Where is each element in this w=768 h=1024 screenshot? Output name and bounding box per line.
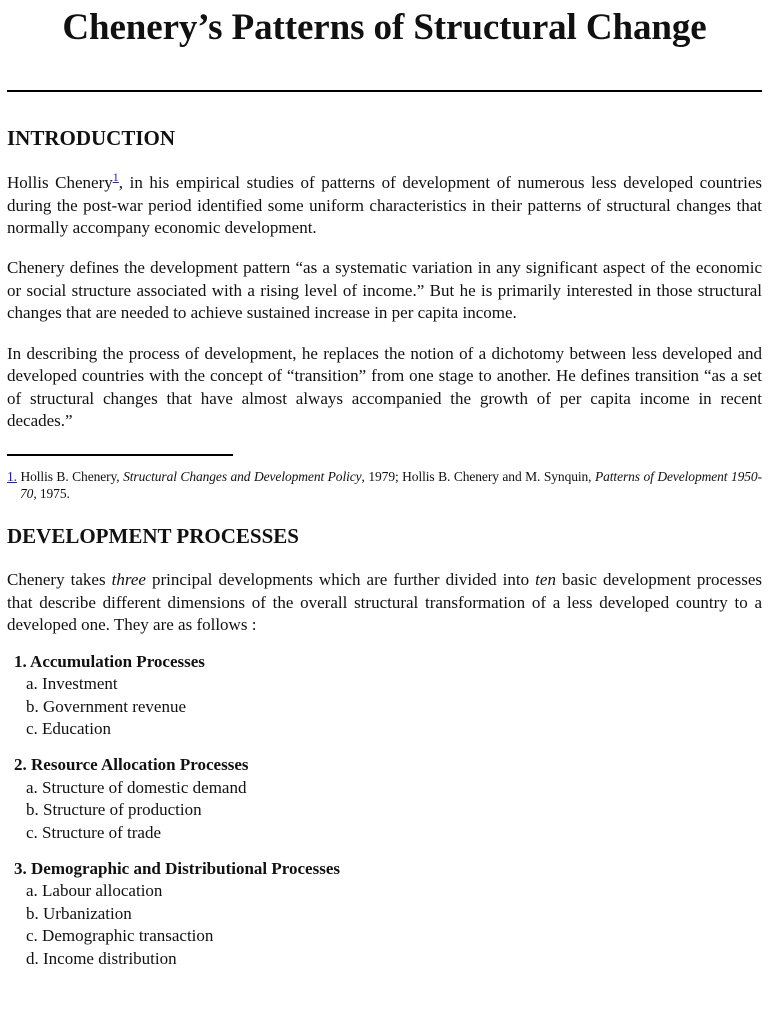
footnote-divider <box>7 454 233 456</box>
process-group-title: 3. Demographic and Distributional Processes <box>14 858 340 878</box>
dev-text-c: basic development processes that describe different dimensions of the overall structural transformation of a less developed country to a developed one. They are as follows : <box>7 569 762 635</box>
process-list <box>7 651 762 971</box>
intro-p1-text-start: Hollis Chenery <box>7 173 113 192</box>
footnote <box>7 468 762 502</box>
footnote-title-2: Patterns of Development 1950-70 <box>20 468 762 501</box>
footnote-text-b: , 1979; Hollis B. Chenery and M. Synquin, <box>361 468 595 484</box>
footnote-back-link[interactable]: 1. <box>7 468 17 484</box>
process-item: a. Structure of domestic demand <box>26 777 247 797</box>
process-group-resource-allocation <box>14 754 762 844</box>
process-group-accumulation <box>14 651 762 741</box>
footnote-text-c: , 1975. <box>33 485 70 501</box>
process-item: d. Income distribution <box>26 948 177 968</box>
process-item: b. Structure of production <box>26 800 202 820</box>
development-paragraph <box>7 569 762 637</box>
process-group-demographic-distributional <box>14 858 762 971</box>
process-item: b. Government revenue <box>26 696 187 716</box>
development-processes-heading: DEVELOPMENT PROCESSES <box>7 523 299 548</box>
title-divider <box>7 90 762 92</box>
intro-paragraph-1 <box>7 172 762 240</box>
process-item: c. Demographic transaction <box>26 926 214 946</box>
process-group-title: 1. Accumulation Processes <box>14 651 205 671</box>
dev-text-a: Chenery takes <box>7 569 112 589</box>
process-item: c. Structure of trade <box>26 822 161 842</box>
dev-emphasis-three: three <box>111 569 146 589</box>
intro-paragraph-3: In describing the process of development, he replaces the notion of a dichotomy between less developed and developed countries with the concept of “transition” from one stage to another. He defines transition “as a set of structural changes that have almost always accompanied the growth of per capita income in recent decades.” <box>7 343 762 431</box>
footnote-ref-link[interactable]: 1 <box>112 170 119 184</box>
process-item: c. Education <box>26 719 111 739</box>
process-item: a. Investment <box>26 674 118 694</box>
dev-text-b: principal developments which are further divided into <box>145 569 536 589</box>
page-title: Chenery’s Patterns of Structural Change <box>62 7 707 48</box>
footnote-title-1: Structural Changes and Development Policy <box>123 468 362 484</box>
intro-paragraph-2: Chenery defines the development pattern “as a systematic variation in any significant aspect of the economic or social structure associated with a rising level of income.” But he is primarily interested in those structural changes that are needed to achieve sustained increase in per capita income. <box>7 258 762 323</box>
introduction-heading: INTRODUCTION <box>7 126 176 150</box>
process-group-title: 2. Resource Allocation Processes <box>14 755 249 775</box>
dev-emphasis-ten: ten <box>535 569 556 589</box>
process-item: a. Labour allocation <box>26 881 163 901</box>
intro-p1-text-rest: , in his empirical studies of patterns of development of numerous less developed countries during the post-war period identified some uniform characteristics in their patterns of structural changes that normally accompany economic development. <box>7 173 763 238</box>
process-item: b. Urbanization <box>26 903 132 923</box>
footnote-text-a: Hollis B. Chenery, <box>16 468 124 484</box>
